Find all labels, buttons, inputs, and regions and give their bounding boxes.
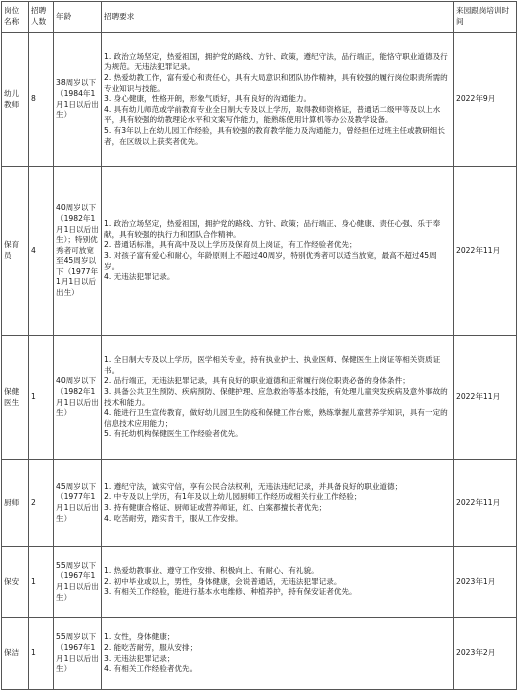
- hire-count: 1: [29, 547, 54, 618]
- requirement-item: 4. 无违法犯罪记录。: [104, 272, 175, 282]
- hire-count: 8: [29, 33, 54, 167]
- training-time: 2022年11月: [454, 460, 517, 547]
- requirement-item: 1. 全日制大专及以上学历，医学相关专业，持有执业护士、执业医师、保健医生上岗证等相关资质证书。: [104, 355, 441, 375]
- requirement-item: 4. 能进行卫生宣传教育，做好幼儿园卫生防疫和保健工作台账，熟练掌握儿童营养学知识，具有一定的信息技术应用能力；: [104, 408, 448, 428]
- header-training: 来园跟岗培训时间: [454, 2, 517, 33]
- training-time: 2022年11月: [454, 336, 517, 460]
- requirement-item: 3. 对孩子富有爱心和耐心，年龄原则上不超过40周岁，特别优秀者可以适当放宽，最高不超过45周岁。: [104, 251, 437, 271]
- table-row: [2, 33, 517, 167]
- requirements-cell: [102, 547, 454, 618]
- header-requirements: 招聘要求: [102, 2, 454, 33]
- requirement-item: 1. 热爱幼教事业、遵守工作安排、积极向上、有耐心、有礼貌。: [104, 566, 319, 576]
- hire-count: 1: [29, 618, 54, 690]
- age-limit: 55周岁以下（1967年1月1日以后出生）: [54, 547, 102, 618]
- requirement-item: 2. 品行端正，无违法犯罪记录，具有良好的职业道德和正常履行岗位职责必备的身体条件；: [104, 376, 410, 386]
- post-name: 保安: [2, 547, 29, 618]
- training-time: 2022年11月: [454, 167, 517, 336]
- requirement-item: 2. 初中毕业或以上，男性，身体健康，会说普通话，无违法犯罪记录。: [104, 576, 342, 586]
- requirement-item: 4. 吃苦耐劳，踏实肯干，服从工作安排。: [104, 513, 243, 523]
- requirement-item: 3. 持有健康合格证、厨师证或营养师证，红、白案都擅长者优先；: [104, 503, 327, 512]
- hire-count: 4: [29, 167, 54, 336]
- header-row: [2, 2, 517, 33]
- age-limit: 40周岁以下（1982年1月1日以后出生）: [54, 336, 102, 460]
- header-age: 年龄: [54, 2, 102, 33]
- table-row: [2, 336, 517, 460]
- requirement-item: 5. 有托幼机构保健医生工作经验者优先。: [104, 429, 243, 439]
- requirement-item: 2. 中专及以上学历，有1年及以上幼儿园厨师工作经历或相关行业工作经验；: [104, 492, 362, 502]
- requirement-item: 3. 无违法犯罪记录；: [104, 653, 175, 663]
- training-time: 2023年1月: [454, 547, 517, 618]
- requirement-item: 1. 政治立场坚定，热爱祖国，拥护党的路线、方针、政策；品行端正、身心健康、责任心强、乐于奉献，具有较强的执行力和团队合作精神。: [104, 219, 441, 239]
- age-limit: 38周岁以下（1984年1月1日以后出生）: [54, 33, 102, 167]
- requirements-cell: [102, 460, 454, 547]
- post-name: 保健医生: [2, 336, 29, 460]
- table-row: [2, 460, 517, 547]
- requirement-item: 2. 能吃苦耐劳，服从安排；: [104, 642, 198, 652]
- requirement-item: 4. 有相关工作经验者优先。: [104, 664, 198, 674]
- requirements-cell: [102, 167, 454, 336]
- post-name: 厨师: [2, 460, 29, 547]
- post-name: 幼儿教师: [2, 33, 29, 167]
- table-row: [2, 547, 517, 618]
- training-time: 2022年9月: [454, 33, 517, 167]
- header-count: 招聘人数: [29, 2, 54, 33]
- requirement-item: 1. 遵纪守法，诚实守信，享有公民合法权利，无违法违纪记录，并具备良好的职业道德；: [104, 481, 403, 491]
- header-post: 岗位名称: [2, 2, 29, 33]
- training-time: 2023年2月: [454, 618, 517, 690]
- requirement-item: 3. 有相关工作经验，能进行基本水电维修、种植养护，持有保安证者优先。: [104, 587, 357, 597]
- requirement-item: 5. 有3年以上在幼儿园工作经验，具有较强的教育教学能力及沟通能力，曾经担任过班主任或教研组长者，在区级以上获奖者优先。: [104, 125, 446, 146]
- requirement-item: 4. 具有幼儿师范或学前教育专业全日制大专及以上学历，取得教师资格证，普通话二级甲等及以上水平，具有较强的幼教理论水平和文案写作能力，能熟练使用计算机等办公及教学设备。: [104, 104, 441, 125]
- post-name: 保洁: [2, 618, 29, 690]
- age-limit: 55周岁以下（1967年1月1日以后出生）: [54, 618, 102, 690]
- hire-count: 2: [29, 460, 54, 547]
- requirement-item: 3. 具备公共卫生预防、疾病预防、保健护理、应急救治等基本技能，有处理儿童突发疾病及意外事故的技术和能力。: [104, 386, 448, 407]
- post-name: 保育员: [2, 167, 29, 336]
- requirements-cell: [102, 336, 454, 460]
- requirement-item: 3. 身心健康，性格开朗，形象气质好，具有良好的沟通能力。: [104, 94, 312, 104]
- table-row: [2, 167, 517, 336]
- hire-count: 1: [29, 336, 54, 460]
- age-limit: 45周岁以下（1977年1月1日以后出生）: [54, 460, 102, 547]
- requirement-item: 2. 普通话标准，具有高中及以上学历及保育员上岗证，有工作经验者优先；: [104, 240, 357, 250]
- table-row: [2, 618, 517, 690]
- age-limit: 40周岁以下（1982年1月1日以后出生）；特别优秀者可放宽至45周岁以下（1977年1月1日以后出生）: [54, 167, 102, 336]
- requirement-item: 2. 热爱幼教工作，富有爱心和责任心，具有大局意识和团队协作精神，具有较强的履行岗位职责所需的专业知识与技能。: [104, 73, 448, 93]
- requirement-item: 1. 女性，身体健康；: [104, 632, 175, 642]
- requirements-cell: [102, 33, 454, 167]
- requirements-cell: [102, 618, 454, 690]
- requirement-item: 1. 政治立场坚定，热爱祖国，拥护党的路线、方针、政策，遵纪守法，品行端正，能恪守职业道德及行为规范。无违法犯罪记录。: [104, 51, 448, 72]
- recruitment-table: [1, 1, 517, 690]
